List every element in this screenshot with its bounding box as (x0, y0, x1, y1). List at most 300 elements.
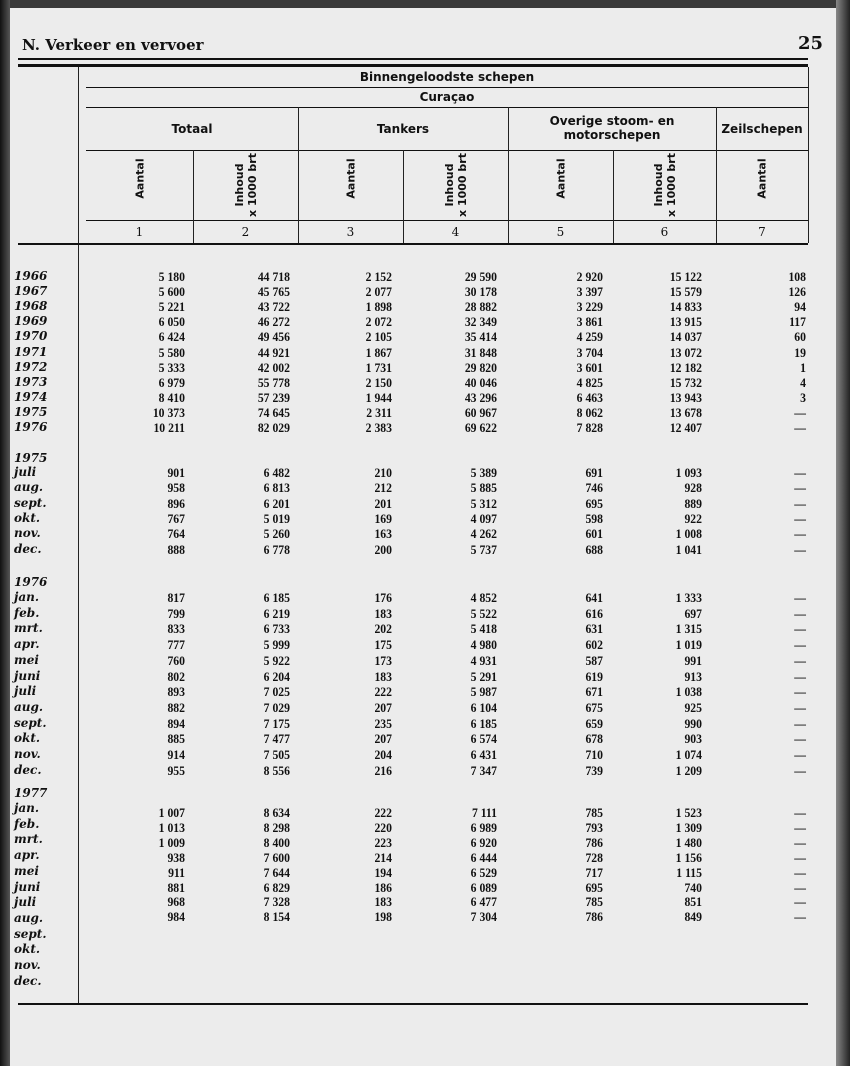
table-cell: 5 333 (158, 359, 185, 375)
table-cell: 8 556 (263, 762, 290, 778)
table-cell: 204 (374, 747, 392, 762)
table-cell: 183 (374, 605, 392, 621)
table-cell: 4 (800, 374, 806, 390)
table-cell: 739 (585, 762, 603, 778)
table-cell: 12 182 (669, 359, 702, 375)
table-cell: 901 (167, 465, 185, 480)
rule (18, 243, 808, 245)
table-cell: 6 444 (470, 849, 497, 865)
table-cell: 958 (167, 480, 185, 496)
table-cell: 6 813 (263, 480, 290, 496)
table-cell: 6 574 (470, 731, 497, 747)
table-cell: 777 (167, 637, 185, 653)
table-cell: — (794, 894, 806, 910)
table-cell: — (794, 590, 806, 605)
table-cell: 5 019 (263, 510, 290, 526)
table-cell: 43 722 (257, 299, 290, 315)
table-cell: 6 089 (470, 879, 497, 895)
table-cell: 6 424 (158, 329, 185, 345)
row-label: 1969 (14, 314, 48, 329)
column-number: 2 (241, 225, 250, 239)
group-totaal: Totaal (171, 122, 213, 136)
table-cell: — (794, 864, 806, 880)
table-cell: 984 (167, 909, 185, 925)
row-label: 1975 (14, 404, 48, 419)
table-cell: 43 296 (464, 389, 497, 405)
column-label: Inhoud x 1000 brt (232, 153, 259, 217)
row-label: okt. (14, 731, 41, 746)
table-cell: 6 829 (263, 879, 290, 895)
table-cell: 786 (585, 834, 603, 850)
table-cell: — (794, 526, 806, 542)
binding-shadow (0, 0, 10, 1066)
table-cell: 8 062 (576, 404, 603, 420)
table-cell: 7 347 (470, 762, 497, 778)
table-cell: 220 (374, 819, 392, 835)
table-cell: 60 (794, 329, 806, 345)
table-cell: 746 (585, 480, 603, 496)
table-cell: 7 477 (263, 731, 290, 747)
table-cell: 619 (585, 668, 603, 684)
table-cell: 1 007 (158, 805, 185, 820)
table-cell: 31 848 (464, 344, 497, 360)
group-overige: Overige stoom- en motorschepen (549, 114, 675, 142)
section-label: 1976 (14, 575, 48, 589)
table-cell: 1 944 (365, 389, 392, 405)
table-bottom-rule (18, 1003, 808, 1005)
row-label: dec. (14, 762, 42, 777)
table-cell: 10 373 (152, 404, 185, 420)
table-cell: — (794, 805, 806, 820)
table-cell: 1 156 (675, 849, 702, 865)
table-cell: 175 (374, 637, 392, 653)
table-cell: — (794, 541, 806, 557)
table-cell: 760 (167, 652, 185, 668)
table-cell: 6 219 (263, 605, 290, 621)
column-label: Aantal (755, 158, 769, 199)
table-cell: 7 328 (263, 894, 290, 910)
row-label: 1968 (14, 299, 48, 314)
table-cell: 216 (374, 762, 392, 778)
table-cell: 894 (167, 715, 185, 731)
table-cell: 2 077 (365, 284, 392, 300)
group-tankers: Tankers (376, 122, 430, 136)
table-cell: 49 456 (257, 329, 290, 345)
table-cell: 4 097 (470, 510, 497, 526)
table-cell: 186 (374, 879, 392, 895)
table-cell: 183 (374, 668, 392, 684)
table-cell: 1 093 (675, 465, 702, 480)
table-cell: 728 (585, 849, 603, 865)
table-cell: — (794, 699, 806, 715)
table-cell: 5 522 (470, 605, 497, 621)
column-label: Aantal (133, 158, 146, 199)
column-divider (716, 107, 717, 243)
table-cell: 602 (585, 637, 603, 653)
row-label: nov. (14, 526, 41, 541)
table-cell: 6 477 (470, 894, 497, 910)
table-cell: 688 (585, 541, 603, 557)
row-label: 1974 (14, 389, 48, 404)
table-cell: 896 (167, 495, 185, 511)
table-cell: 5 389 (470, 465, 497, 480)
table-cell: 2 311 (366, 404, 392, 420)
table-cell: 1 074 (675, 747, 702, 762)
row-label: okt. (14, 942, 41, 957)
table-cell: 691 (585, 465, 603, 480)
table-cell: 1 523 (675, 805, 702, 820)
table-cell: 1 013 (158, 819, 185, 835)
table-cell: 4 931 (470, 652, 497, 668)
table-cell: 55 778 (257, 374, 290, 390)
table-cell: — (794, 404, 806, 420)
table-cell: 126 (788, 284, 806, 300)
table-cell: 6 482 (263, 465, 290, 480)
rule (86, 107, 808, 108)
table-cell: 28 882 (464, 299, 497, 315)
table-cell: 14 037 (669, 329, 702, 345)
table-cell: 8 634 (263, 805, 290, 820)
row-label: sept. (14, 495, 47, 510)
table-cell: 163 (374, 526, 392, 542)
table-cell: 695 (585, 879, 603, 895)
table-cell: 928 (684, 480, 702, 496)
table-cell: 817 (167, 590, 185, 605)
table-cell: 1 (800, 359, 806, 375)
table-cell: 888 (167, 541, 185, 557)
table-cell: 7 029 (263, 699, 290, 715)
table-cell: 15 579 (669, 284, 702, 300)
row-label: 1970 (14, 329, 48, 344)
row-label: dec. (14, 541, 42, 556)
table-cell: 4 259 (576, 329, 603, 345)
table-cell: 1 309 (675, 819, 702, 835)
table-cell: 57 239 (257, 389, 290, 405)
table-cell: 183 (374, 894, 392, 910)
table-cell: 4 262 (470, 526, 497, 542)
table-cell: 7 505 (263, 747, 290, 762)
table-cell: 6 201 (263, 495, 290, 511)
section-label: 1977 (14, 786, 48, 800)
table-cell: 3 (800, 389, 806, 405)
table-cell: 799 (167, 605, 185, 621)
table-cell: 214 (374, 849, 392, 865)
table-cell: 6 989 (470, 819, 497, 835)
table-cell: 1 898 (365, 299, 392, 315)
table-cell: 207 (374, 699, 392, 715)
table-cell: 678 (585, 731, 603, 747)
table-cell: 6 778 (263, 541, 290, 557)
row-label: apr. (14, 848, 40, 863)
section-label: 1975 (14, 451, 48, 465)
table-cell: 210 (374, 465, 392, 480)
table-cell: — (794, 465, 806, 480)
table-cell: 631 (585, 621, 603, 637)
table-cell: 3 704 (576, 344, 603, 360)
table-cell: 5 312 (470, 495, 497, 511)
table-cell: — (794, 747, 806, 762)
row-label: 1976 (14, 420, 48, 434)
table-cell: 5 580 (158, 344, 185, 360)
table-cell: 5 999 (263, 637, 290, 653)
column-number: 3 (346, 225, 355, 239)
table-cell: 4 825 (576, 374, 603, 390)
table-cell: 5 260 (263, 526, 290, 542)
table-cell: 94 (794, 299, 806, 315)
page-edge (836, 0, 850, 1066)
row-label: juli (14, 895, 37, 910)
row-label: 1972 (14, 359, 48, 374)
row-label: mrt. (14, 832, 43, 847)
column-number: 5 (556, 225, 565, 239)
table-cell: 173 (374, 652, 392, 668)
row-label: feb. (14, 605, 40, 620)
table-cell: 201 (374, 495, 392, 511)
table-cell: 1 867 (365, 344, 392, 360)
table-cell: — (794, 668, 806, 684)
row-label: aug. (14, 480, 44, 495)
header-top: Binnengeloodste schepen (359, 70, 535, 84)
table-cell: 7 644 (263, 864, 290, 880)
table-cell: 764 (167, 526, 185, 542)
table-cell: 8 154 (263, 909, 290, 925)
table-cell: 5 737 (470, 541, 497, 557)
table-cell: 5 418 (470, 621, 497, 637)
table-cell: 32 349 (464, 314, 497, 330)
table-cell: 5 221 (158, 299, 185, 315)
table-cell: 3 229 (576, 299, 603, 315)
table-cell: 82 029 (257, 420, 290, 435)
table-cell: 60 967 (464, 404, 497, 420)
table-cell: — (794, 420, 806, 435)
row-label: jan. (14, 801, 40, 815)
table-cell: 717 (585, 864, 603, 880)
table-cell: 2 150 (365, 374, 392, 390)
table-cell: 42 002 (257, 359, 290, 375)
table-cell: 3 601 (576, 359, 603, 375)
table-cell: 45 765 (257, 284, 290, 300)
column-divider (298, 107, 299, 243)
row-label: apr. (14, 637, 40, 652)
table-cell: 13 915 (669, 314, 702, 330)
table-cell: 7 828 (576, 420, 603, 435)
row-label: sept. (14, 926, 47, 941)
table-cell: — (794, 684, 806, 700)
table-cell: 659 (585, 715, 603, 731)
row-label: 1967 (14, 284, 48, 299)
row-label: dec. (14, 973, 42, 988)
rule (86, 87, 808, 88)
table-cell: 922 (684, 510, 702, 526)
row-label: juli (14, 684, 37, 699)
table-cell: 108 (788, 269, 806, 284)
row-label: juni (14, 668, 41, 683)
table-cell: 1 315 (675, 621, 702, 637)
table-cell: 793 (585, 819, 603, 835)
table-cell: 767 (167, 510, 185, 526)
table-cell: — (794, 480, 806, 496)
page-number: 25 (798, 33, 824, 54)
row-label: mrt. (14, 621, 43, 636)
table-cell: 2 920 (576, 269, 603, 284)
table-cell: 885 (167, 731, 185, 747)
table-cell: 202 (374, 621, 392, 637)
table-cell: 587 (585, 652, 603, 668)
table-cell: 4 980 (470, 637, 497, 653)
table-cell: 6 204 (263, 668, 290, 684)
table-cell: 4 852 (470, 590, 497, 605)
table-cell: 990 (684, 715, 702, 731)
table-cell: 5 922 (263, 652, 290, 668)
table-cell: — (794, 849, 806, 865)
table-cell: 74 645 (257, 404, 290, 420)
table-cell: — (794, 879, 806, 895)
table-cell: 2 383 (365, 420, 392, 435)
table-cell: 2 152 (365, 269, 392, 284)
column-label: Inhoud x 1000 brt (442, 153, 469, 217)
table-cell: 913 (684, 668, 702, 684)
row-label: 1966 (14, 269, 48, 283)
table-cell: — (794, 731, 806, 747)
table-cell: — (794, 715, 806, 731)
table-cell: 6 529 (470, 864, 497, 880)
table-cell: 6 104 (470, 699, 497, 715)
row-label: nov. (14, 958, 41, 972)
table-cell: 176 (374, 590, 392, 605)
table-cell: — (794, 762, 806, 778)
header-rule (18, 58, 808, 60)
row-label: mei (14, 652, 39, 667)
table-cell: 785 (585, 894, 603, 910)
table-cell: 925 (684, 699, 702, 715)
table-cell: 882 (167, 699, 185, 715)
table-cell: — (794, 510, 806, 526)
table-cell: 15 122 (669, 269, 702, 284)
table-cell: 697 (684, 605, 702, 621)
group-zeilschepen: Zeilschepen (721, 122, 803, 136)
table-cell: 2 105 (365, 329, 392, 345)
table-cell: 5 600 (158, 284, 185, 300)
table-cell: — (794, 621, 806, 637)
table-cell: 6 463 (576, 389, 603, 405)
table-cell: 5 180 (158, 269, 185, 284)
table-cell: 6 920 (470, 834, 497, 850)
table-cell: 7 304 (470, 909, 497, 925)
table-cell: 3 861 (576, 314, 603, 330)
header-sub: Curaçao (419, 90, 475, 104)
table-cell: 194 (374, 864, 392, 880)
table-cell: 6 050 (158, 314, 185, 330)
table-cell: 740 (684, 879, 702, 895)
column-number: 6 (660, 225, 669, 239)
row-label: jan. (14, 590, 40, 604)
table-cell: 601 (585, 526, 603, 542)
table-cell: — (794, 652, 806, 668)
table-cell: 641 (585, 590, 603, 605)
table-cell: 8 400 (263, 834, 290, 850)
table-cell: 991 (684, 652, 702, 668)
table-cell: 802 (167, 668, 185, 684)
row-label: 1971 (14, 344, 48, 359)
table-cell: 851 (684, 894, 702, 910)
table-cell: 198 (374, 909, 392, 925)
table-top-rule (18, 64, 808, 67)
table-cell: 616 (585, 605, 603, 621)
table-cell: 12 407 (669, 420, 702, 435)
table-cell: 29 820 (464, 359, 497, 375)
table-cell: 5 291 (470, 668, 497, 684)
table-cell: 893 (167, 684, 185, 700)
table-cell: 1 333 (675, 590, 702, 605)
table-cell: 30 178 (464, 284, 497, 300)
table-cell: 1 009 (158, 834, 185, 850)
table-cell: 671 (585, 684, 603, 700)
table-cell: 13 072 (669, 344, 702, 360)
table-cell: 6 733 (263, 621, 290, 637)
column-divider (508, 107, 509, 243)
table-cell: 44 718 (257, 269, 290, 284)
table-cell: 235 (374, 715, 392, 731)
table-cell: 7 175 (263, 715, 290, 731)
table-cell: 13 678 (669, 404, 702, 420)
table-cell: 6 431 (470, 747, 497, 762)
table-cell: — (794, 819, 806, 835)
table-cell: 3 397 (576, 284, 603, 300)
table-cell: 849 (684, 909, 702, 925)
table-cell: — (794, 495, 806, 511)
table-cell: 598 (585, 510, 603, 526)
table-cell: 675 (585, 699, 603, 715)
table-cell: — (794, 605, 806, 621)
table-cell: 695 (585, 495, 603, 511)
table-cell: 1 041 (675, 541, 702, 557)
table-cell: 69 622 (464, 420, 497, 435)
table-cell: 13 943 (669, 389, 702, 405)
table-cell: 6 979 (158, 374, 185, 390)
table-cell: 15 732 (669, 374, 702, 390)
column-number: 1 (135, 225, 144, 239)
table-cell: 889 (684, 495, 702, 511)
table-cell: 911 (168, 864, 185, 880)
table-cell: 1 209 (675, 762, 702, 778)
table-cell: 222 (374, 805, 392, 820)
table-cell: — (794, 834, 806, 850)
table-cell: 903 (684, 731, 702, 747)
table-cell: 212 (374, 480, 392, 496)
row-label: okt. (14, 510, 41, 525)
table-cell: 938 (167, 849, 185, 865)
table-cell: 710 (585, 747, 603, 762)
row-label: aug. (14, 699, 44, 714)
table-cell: 1 115 (676, 864, 702, 880)
row-label: juni (14, 879, 41, 894)
table-cell: 1 038 (675, 684, 702, 700)
table-cell: 1 008 (675, 526, 702, 542)
table-cell: 833 (167, 621, 185, 637)
table-cell: 1 019 (675, 637, 702, 653)
table-cell: 6 185 (470, 715, 497, 731)
table-cell: 7 025 (263, 684, 290, 700)
row-label: 1973 (14, 374, 48, 389)
column-number: 7 (758, 225, 766, 239)
table-cell: 5 885 (470, 480, 497, 496)
table-cell: 207 (374, 731, 392, 747)
column-label: Aantal (554, 158, 567, 199)
column-number: 4 (451, 225, 460, 239)
row-label: aug. (14, 910, 44, 925)
table-cell: 223 (374, 834, 392, 850)
table-cell: 29 590 (464, 269, 497, 284)
